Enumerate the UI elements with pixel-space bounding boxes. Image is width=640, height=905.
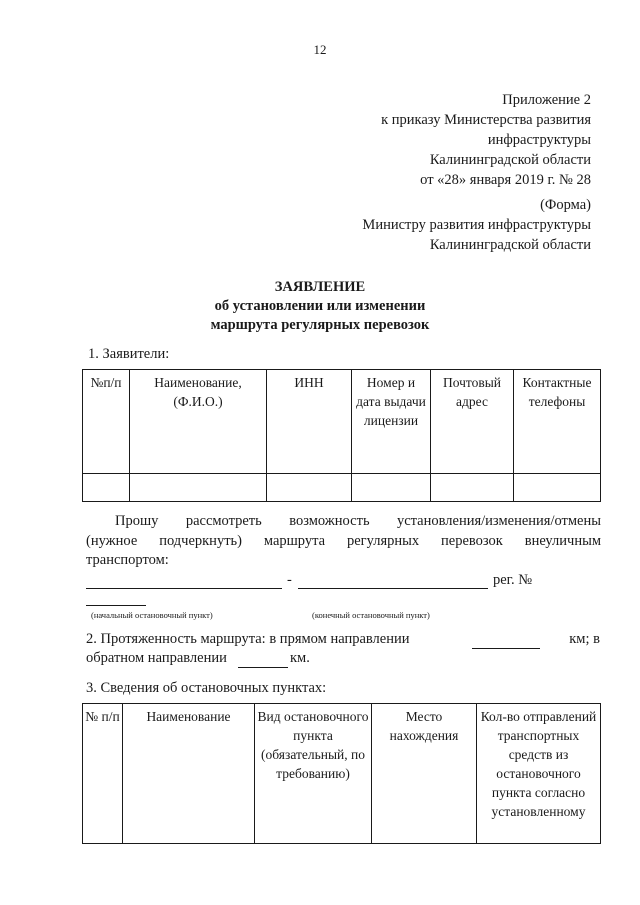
request-line: Прошу рассмотреть возможность установления/изменения/отмены [115,513,601,529]
section2-text: обратном направлении [86,650,227,666]
end-stop-field[interactable] [298,588,488,589]
table-header-cell: № п/п [83,704,123,844]
end-stop-caption: (конечный остановочный пункт) [312,610,430,620]
addressee-line: Министру развития инфраструктуры [362,217,591,233]
table-header-cell: ИНН [267,370,352,474]
section1-heading: 1. Заявители: [88,346,170,362]
appendix-line: от «28» января 2019 г. № 28 [420,172,591,188]
form-label: (Форма) [540,197,591,213]
forward-length-field[interactable] [472,648,540,649]
reg-number-label: рег. № [493,572,533,588]
applicants-table [82,369,601,502]
table-header-row [83,370,601,474]
reg-number-field[interactable] [86,605,146,606]
table-cell[interactable] [83,474,130,502]
reverse-length-field[interactable] [238,667,288,668]
table-header-cell: Наименование [123,704,255,844]
table-header-cell: Номер и дата выдачи лицензии [352,370,431,474]
route-dash: - [287,572,292,588]
request-line: (нужное подчеркнуть) маршрута регулярных перевозок внеуличным [86,533,601,549]
section2-text: км. [290,650,310,666]
table-header-cell: Вид остановочного пункта (обязательный, по требованию) [255,704,372,844]
addressee-line: Калининградской области [429,237,591,253]
table-header-cell: Кол-во отправлений транспортных средств из остановочного пункта согласно установленному [477,704,601,844]
section3-heading: 3. Сведения об остановочных пунктах: [86,680,327,696]
appendix-block [381,90,591,190]
table-header-cell: Контактные телефоны [514,370,601,474]
appendix-line: Приложение 2 [502,92,591,108]
request-line: транспортом: [86,552,169,568]
document-subtitle: маршрута регулярных перевозок [210,317,430,333]
table-cell[interactable] [431,474,514,502]
table-cell[interactable] [130,474,267,502]
document-title: ЗАЯВЛЕНИЕ [274,279,366,295]
start-stop-caption: (начальный остановочный пункт) [91,610,213,620]
table-header-cell: Наименование, (Ф.И.О.) [130,370,267,474]
table-header-row [83,704,601,844]
section2-text: км; в [569,631,600,647]
appendix-line: к приказу Министерства развития [381,112,591,128]
table-header-cell: №п/п [83,370,130,474]
section2-text: 2. Протяженность маршрута: в прямом направлении [86,631,410,647]
table-header-cell: Почтовый адрес [431,370,514,474]
table-cell[interactable] [514,474,601,502]
document-subtitle: об установлении или изменении [214,298,426,314]
appendix-line: инфраструктуры [487,132,591,148]
table-header-cell: Место нахождения [372,704,477,844]
appendix-line: Калининградской области [429,152,591,168]
page-number: 12 [313,42,327,57]
start-stop-field[interactable] [86,588,282,589]
addressee-block [362,195,591,255]
table-cell[interactable] [267,474,352,502]
stops-table [82,703,601,844]
table-row [83,474,601,502]
table-cell[interactable] [352,474,431,502]
